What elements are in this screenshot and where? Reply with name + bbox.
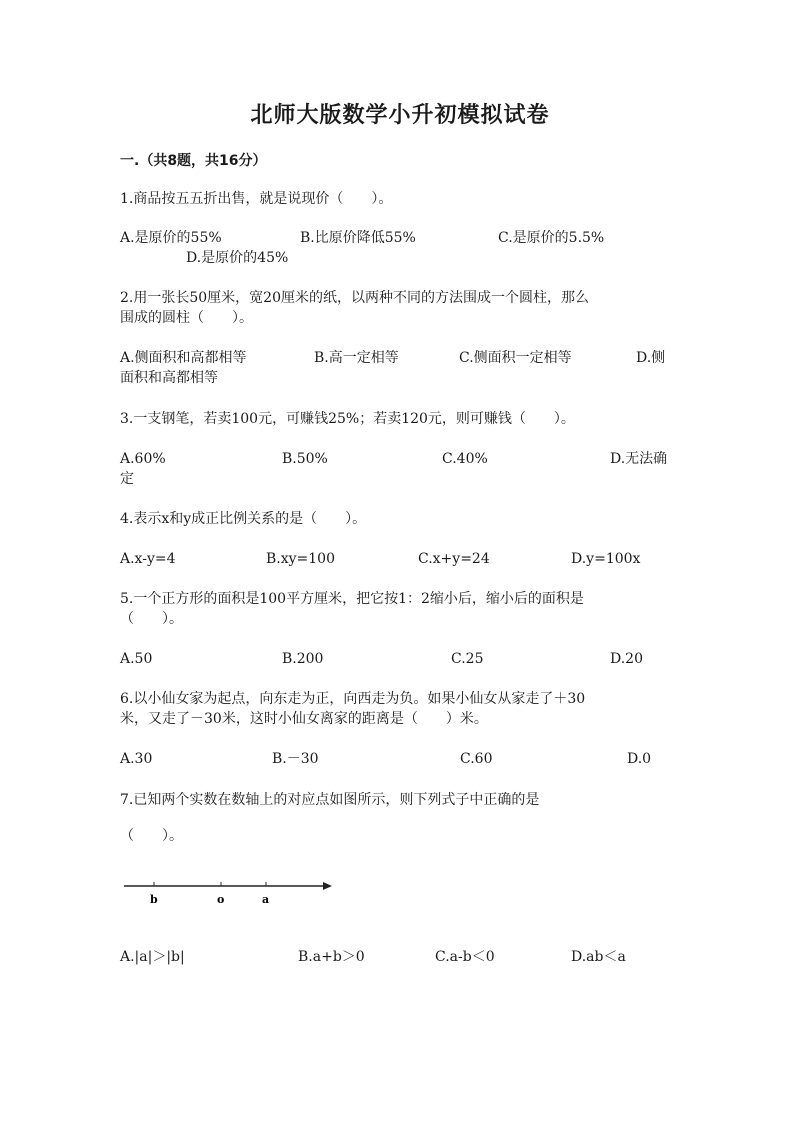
option-d: D.0 [627, 751, 652, 767]
option-b: B.200 [282, 651, 324, 667]
question-7-stem-line1: 7.已知两个实数在数轴上的对应点如图所示，则下列式子中正确的是 [120, 792, 540, 808]
option-c: C.60 [460, 751, 493, 767]
question-1-stem: 1.商品按五五折出售，就是说现价（ ）。 [120, 191, 393, 207]
question-5-stem-line1: 5.一个正方形的面积是100平方厘米，把它按1：2缩小后，缩小后的面积是 [120, 591, 584, 607]
question-6-stem-line1: 6.以小仙女家为起点，向东走为正，向西走为负。如果小仙女从家走了＋30 [120, 691, 586, 707]
label-a: a [262, 893, 270, 906]
question-2-options [120, 348, 680, 370]
option-b: B.a+b＞0 [298, 949, 365, 965]
question-2-stem-line1: 2.用一张长50厘米，宽20厘米的纸，以两种不同的方法围成一个圆柱，那么 [120, 290, 589, 306]
question-6-stem [120, 689, 680, 729]
option-a: A.30 [120, 751, 153, 767]
option-c: C.40% [442, 451, 488, 467]
question-6-options [120, 749, 680, 771]
section-heading: 一.（共8题，共16分） [120, 153, 267, 169]
question-3-stem: 3.一支钢笔，若卖100元，可赚钱25%；若卖120元，则可赚钱（ ）。 [120, 411, 575, 427]
question-5-stem [120, 589, 680, 629]
question-7-stem-line2: （ ）。 [120, 828, 183, 844]
label-o: o [217, 893, 225, 906]
option-d: D.y=100x [571, 551, 641, 567]
option-d: D.ab＜a [571, 949, 626, 965]
question-5-options [120, 649, 680, 671]
question-1-options [120, 228, 680, 250]
label-b: b [150, 893, 158, 906]
option-c: C.25 [451, 651, 484, 667]
question-2-stem [120, 288, 680, 328]
option-d: D.无法确 [610, 451, 668, 467]
question-7-options [120, 947, 680, 969]
page-title: 北师大版数学小升初模拟试卷 [250, 103, 550, 128]
option-b: B.高一定相等 [314, 350, 399, 366]
option-c: C.是原价的5.5% [498, 230, 605, 246]
option-b: B.比原价降低55% [300, 230, 416, 246]
option-a: A.50 [120, 651, 153, 667]
option-b: B.－30 [272, 751, 319, 767]
question-1-options-row2 [120, 248, 680, 270]
option-d: D.是原价的45% [186, 250, 289, 266]
question-2-stem-line2: 围成的圆柱（ ）。 [120, 310, 253, 326]
option-b: B.xy=100 [266, 551, 335, 567]
question-3-options [120, 449, 680, 471]
option-c: C.a-b＜0 [435, 949, 495, 965]
option-a: A.60% [120, 451, 166, 467]
option-d: D.侧 [636, 350, 666, 366]
question-5-stem-line2: （ ）。 [120, 611, 183, 627]
number-line-figure [120, 872, 340, 912]
arrow-right-icon [323, 882, 332, 890]
question-3-option-d-wrap: 定 [120, 471, 134, 487]
option-a: A.x-y=4 [120, 551, 176, 567]
option-c: C.x+y=24 [418, 551, 490, 567]
option-c: C.侧面积一定相等 [459, 350, 572, 366]
question-4-stem: 4.表示x和y成正比例关系的是（ ）。 [120, 511, 367, 527]
option-d: D.20 [610, 651, 643, 667]
option-a: A.|a|＞|b| [120, 949, 185, 965]
number-line-svg [120, 872, 340, 912]
option-a: A.是原价的55% [120, 230, 222, 246]
question-2-option-d-wrap: 面积和高都相等 [120, 370, 218, 386]
question-4-options [120, 549, 680, 571]
option-b: B.50% [282, 451, 328, 467]
option-a: A.侧面积和高都相等 [120, 350, 247, 366]
question-6-stem-line2: 米，又走了－30米，这时小仙女离家的距离是（ ）米。 [120, 711, 488, 727]
